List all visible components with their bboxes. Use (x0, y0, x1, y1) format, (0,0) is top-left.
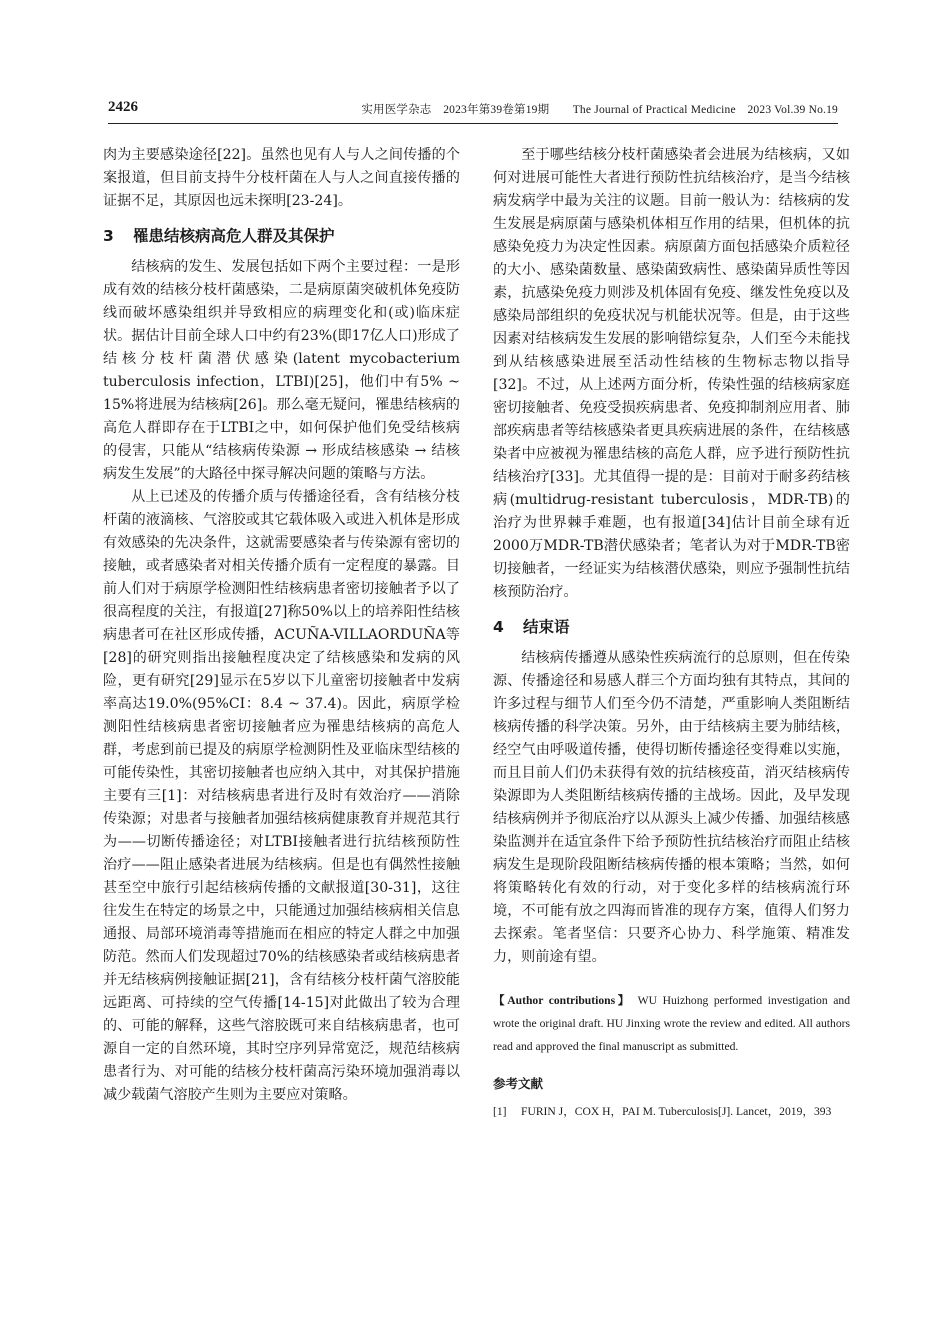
section-number: 3 (103, 227, 114, 245)
section-heading-3 (103, 225, 460, 248)
section-number: 4 (493, 618, 504, 636)
section-heading-4 (493, 616, 850, 639)
journal-running-title: 实用医学杂志 2023年第39卷第19期 The Journal of Practical Medicine 2023 Vol.39 No.19 (361, 104, 838, 116)
reference-item (493, 1102, 850, 1122)
page-number: 2426 (108, 99, 138, 115)
paragraph: 肉为主要感染途径[22]。虽然也见有人与人之间传播的个案报道，但目前支持牛分枝杆菌在人与人之间直接传播的证据不足，其原因也远未探明[23-24]。 (103, 147, 460, 209)
reference-text: FURIN J，COX H，PAI M. Tuberculosis[J]. Lancet，2019，393 (521, 1105, 832, 1118)
author-contributions-text: WU Huizhong performed investigation and wrote the original draft. HU Jinxing wrote the review and edited. All authors read and approved the final manuscript as submitted. (493, 994, 850, 1053)
header-rule (108, 123, 838, 124)
paragraph: 从上已述及的传播介质与传播途径看，含有结核分枝杆菌的液滴核、气溶胶或其它载体吸入或进入机体是形成有效感染的先决条件，这就需要感染者与传染源有密切的接触，或者感染者对相关传播介质有一定程度的暴露。目前人们对于病原学检测阳性结核病患者密切接触者予以了很高程度的关注，有报道[27]称50%以上的培养阳性结核病患者可在社区形成传播，ACUÑA-VILLAORDUÑA等[28]的研究则指出接触程度决定了结核感染和发病的风险，更有研究[29]显示在5岁以下儿童密切接触者中发病率高达19.0%(95%CI：8.4 ~ 37.4)。因此，病原学检测阳性结核病患者密切接触者应为罹患结核病的高危人群，考虑到前已提及的病原学检测阴性及亚临床型结核的可能传染性，其密切接触者也应纳入其中，对其保护措施主要有三[1]：对结核病患者进行及时有效治疗——消除传染源；对患者与接触者加强结核病健康教育并规范其行为——切断传播途径；对LTBI接触者进行抗结核预防性治疗——阻止感染者进展为结核病。但是也有偶然性接触甚至空中旅行引起结核病传播的文献报道[30-31]，这往往发生在特定的场景之中，只能通过加强结核病相关信息通报、局部环境消毒等措施而在相应的特定人群之中加强防范。然而人们发现超过70%的结核感染者或结核病患者并无结核病例接触证据[21]，含有结核分枝杆菌气溶胶能远距离、可持续的空气传播[14-15]对此做出了较为合理的、可能的解释，这些气溶胶既可来自结核病患者，也可源自一定的自然环境，其时空序列异常宽泛，规范结核病患者行为、对可能的结核分枝杆菌高污染环境加强消毒以减少载菌气溶胶产生则为主要应对策略。 (103, 489, 460, 1103)
reference-number: [1] (493, 1105, 507, 1118)
left-column (103, 144, 460, 1107)
author-contributions-label: 【Author contributions】 (493, 994, 633, 1007)
references-heading: 参考文献 (493, 1076, 544, 1091)
author-contributions (493, 989, 850, 1058)
page-header (108, 99, 838, 121)
paragraph: 结核病传播遵从感染性疾病流行的总原则，但在传染源、传播途径和易感人群三个方面均独有其特点，其间的许多过程与细节人们至今仍不清楚，严重影响人类阻断结核病传播的科学决策。另外，由于结核病主要为肺结核，经空气由呼吸道传播，使得切断传播途径变得难以实施，而且目前人们仍未获得有效的抗结核疫苗，消灭结核病传染源即为人类阻断结核病传播的主战场。因此，及早发现结核病例并予彻底治疗以从源头上减少传播、加强结核感染监测并在适宜条件下给予预防性抗结核治疗而阻止结核病发生是现阶段阻断结核病传播的根本策略；当然，如何将策略转化有效的行动，对于变化多样的结核病流行环境，不可能有放之四海而皆准的现存方案，值得人们努力去探索。笔者坚信：只要齐心协力、科学施策、精准发力，则前途有望。 (493, 650, 850, 965)
paragraph: 至于哪些结核分枝杆菌感染者会进展为结核病，又如何对进展可能性大者进行预防性抗结核治疗，是当今结核病发病学中最为关注的议题。目前一般认为：结核病的发生发展是病原菌与感染机体相互作用的结果，但机体的抗感染免疫力为决定性因素。病原菌方面包括感染介质粒径的大小、感染菌数量、感染菌致病性、感染菌异质性等因素，抗感染免疫力则涉及机体固有免疫、继发性免疫以及感染局部组织的免疫状况与机能状况等。但是，由于这些因素对结核病发生发展的影响错综复杂，人们至今未能找到从结核感染进展至活动性结核的生物标志物以指导[32]。不过，从上述两方面分析，传染性强的结核病家庭密切接触者、免疫受损疾病患者、免疫抑制剂应用者、肺部疾病患者等结核感染者更具疾病进展的条件，在结核感染者中应被视为罹患结核的高危人群，应予进行预防性抗结核治疗[33]。尤其值得一提的是：目前对于耐多药结核病(multidrug-resistant tuberculosis，MDR-TB)的治疗为世界棘手难题，也有报道[34]估计目前全球有近2000万MDR-TB潜伏感染者；笔者认为对于MDR-TB密切接触者，一经证实为结核潜伏感染，则应予强制性抗结核预防治疗。 (493, 147, 850, 600)
right-column (493, 144, 850, 1122)
section-title: 罹患结核病高危人群及其保护 (133, 227, 335, 245)
paragraph: 结核病的发生、发展包括如下两个主要过程：一是形成有效的结核分枝杆菌感染，二是病原菌突破机体免疫防线而破坏感染组织并导致相应的病理变化和(或)临床症状。据估计目前全球人口中约有23%(即17亿人口)形成了结核分枝杆菌潜伏感染(latent mycobacterium tuberculosis infection，LTBI)[25]，他们中有5% ~ 15%将进展为结核病[26]。那么毫无疑问，罹患结核病的高危人群即存在于LTBI之中，如何保护他们免受结核病的侵害，只能从“结核病传染源 → 形成结核感染 → 结核病发生发展”的大路径中探寻解决问题的策略与方法。 (103, 259, 460, 482)
section-title: 结束语 (523, 618, 570, 636)
